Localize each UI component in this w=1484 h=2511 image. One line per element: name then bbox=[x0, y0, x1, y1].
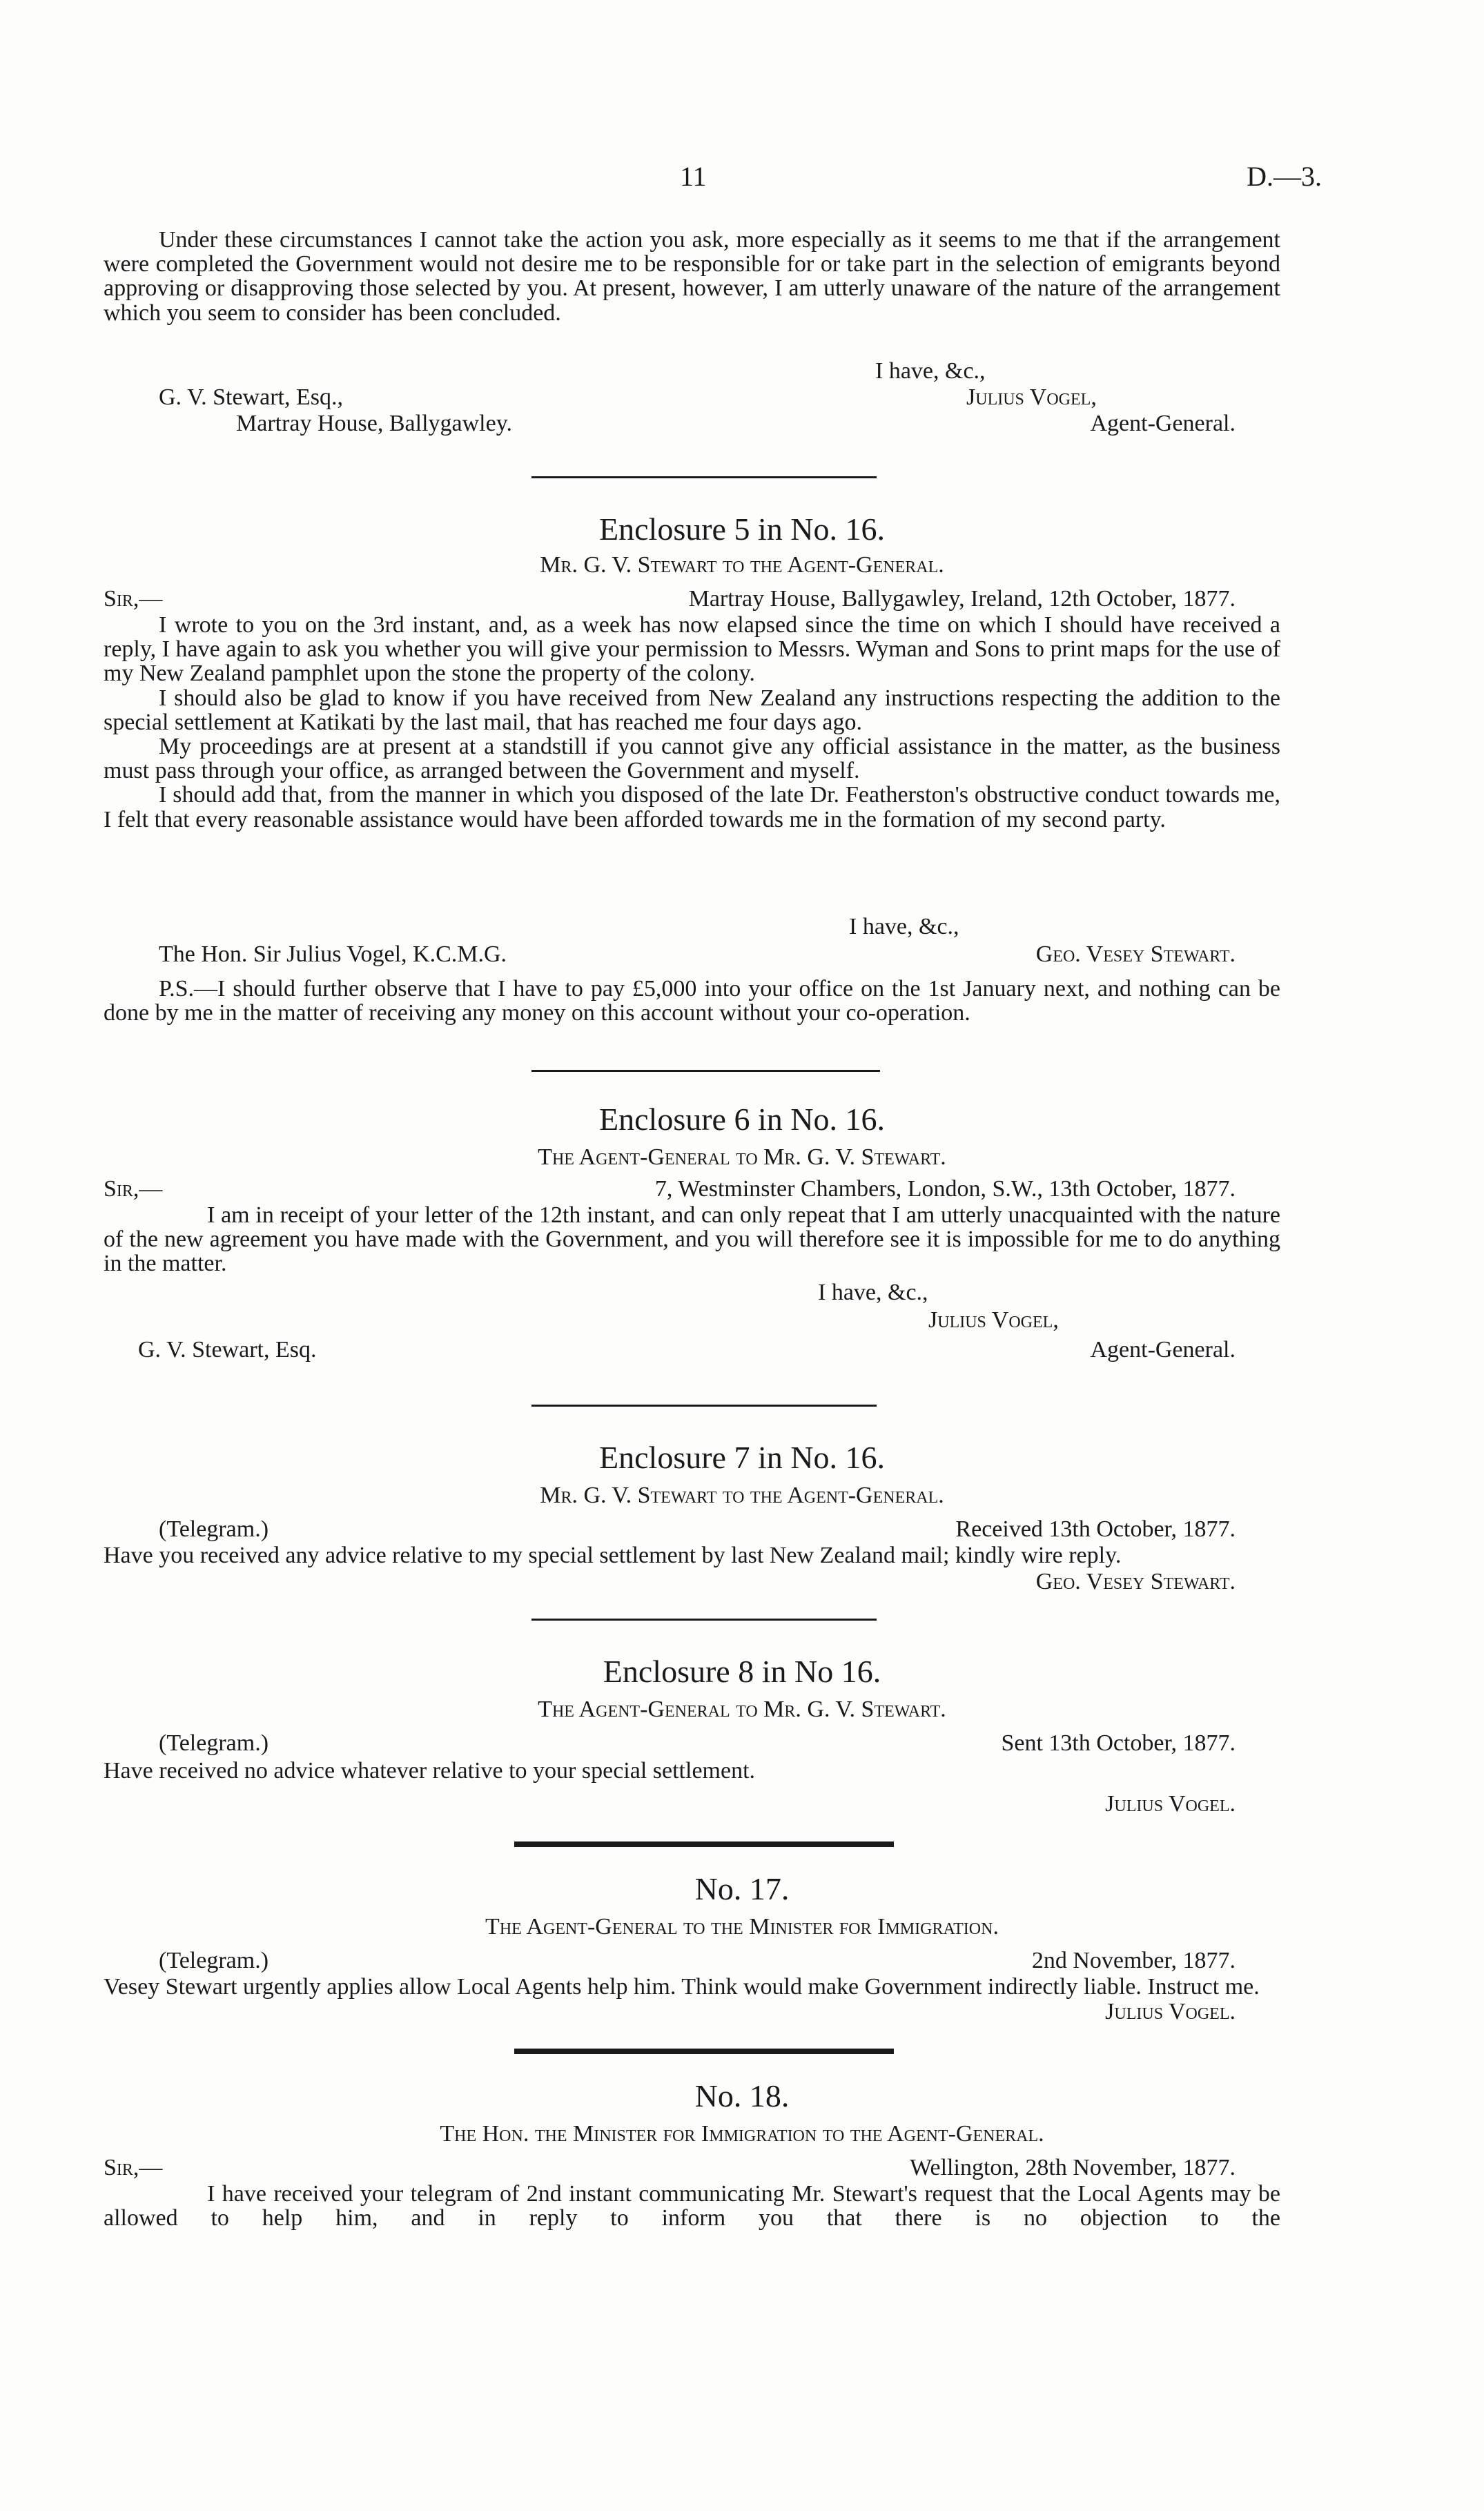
enclosure-5-date: Martray House, Ballygawley, Ireland, 12th October, 1877. bbox=[688, 586, 1236, 612]
enclosure-8-body: Have received no advice whatever relative to your special settlement. bbox=[104, 1758, 756, 1784]
enclosure-6-closing: I have, &c., bbox=[818, 1280, 928, 1305]
section-divider bbox=[531, 1405, 877, 1407]
enclosure-5-closing: I have, &c., bbox=[849, 914, 959, 939]
no-17-telegram-label: (Telegram.) bbox=[159, 1948, 269, 1973]
enclosure-5-paragraph-2: I should also be glad to know if you have received from New Zealand any instructions respecting the addition to the special settlement at Katikati by the last mail, that has reached me four days ago. bbox=[104, 685, 1280, 735]
enclosure-5-paragraph-4: I should add that, from the manner in which you disposed of the late Dr. Featherston's obstructive conduct towards me, I felt that every reasonable assistance would have been afforded towards me in the formation of my second party. bbox=[104, 782, 1280, 832]
intro-paragraph: Under these circumstances I cannot take the action you ask, more especially as it seems to me that if the arrangement were completed the Government would not desire me to be responsible for or take part in the selection of emigrants beyond approving or disapproving those selected by you. At present, however, I am utterly unaware of the nature of the arrangement which you seem to consider has been concluded. bbox=[104, 227, 1280, 326]
section-divider-thick bbox=[514, 1841, 894, 1847]
enclosure-5-paragraph-1: I wrote to you on the 3rd instant, and, as a week has now elapsed since the time on which I should have received a reply, I have again to ask you whether you will give your permission to Messrs. Wyman and Sons to print maps for the use of my New Zealand pamphlet upon the stone the property of the colony. bbox=[104, 612, 1280, 687]
document-reference: D.—3. bbox=[1247, 161, 1322, 192]
no-17-body: Vesey Stewart urgently applies allow Local Agents help him. Think would make Government indirectly liable. Instruct me. bbox=[104, 1974, 1260, 2000]
no-18-subheading: The Hon. the Minister for Immigration to the Agent-General. bbox=[440, 2121, 1044, 2147]
section-divider-thick bbox=[514, 2049, 894, 2054]
enclosure-6-body: I am in receipt of your letter of the 12th instant, and can only repeat that I am utterly unacquainted with the nature of the new agreement you have made with the Government, and you will therefore see it is impossible for me to do anything in the matter. bbox=[104, 1202, 1280, 1277]
no-18-salutation: Sir,— bbox=[104, 2155, 163, 2180]
enclosure-5-addressee: The Hon. Sir Julius Vogel, K.C.M.G. bbox=[159, 941, 507, 967]
enclosure-6-addressee: G. V. Stewart, Esq. bbox=[138, 1337, 317, 1362]
enclosure-6-heading: Enclosure 6 in No. 16. bbox=[599, 1102, 885, 1137]
enclosure-7-heading: Enclosure 7 in No. 16. bbox=[599, 1440, 885, 1475]
intro-closing: I have, &c., bbox=[875, 358, 986, 384]
enclosure-8-subheading: The Agent-General to Mr. G. V. Stewart. bbox=[538, 1697, 946, 1722]
no-17-heading: No. 17. bbox=[694, 1871, 790, 1906]
enclosure-6-signature: Julius Vogel, bbox=[928, 1307, 1059, 1333]
no-17-subheading: The Agent-General to the Minister for Immigration. bbox=[485, 1914, 999, 1940]
enclosure-8-signature: Julius Vogel. bbox=[1105, 1791, 1236, 1817]
intro-signature: Julius Vogel, bbox=[966, 384, 1097, 410]
enclosure-5-salutation: Sir,— bbox=[104, 586, 163, 612]
enclosure-7-telegram-label: (Telegram.) bbox=[159, 1516, 269, 1542]
section-divider bbox=[531, 1619, 877, 1621]
enclosure-8-heading: Enclosure 8 in No 16. bbox=[603, 1654, 881, 1689]
enclosure-6-subheading: The Agent-General to Mr. G. V. Stewart. bbox=[538, 1144, 946, 1170]
enclosure-7-body: Have you received any advice relative to my special settlement by last New Zealand mail; kindly wire reply. bbox=[104, 1543, 1122, 1568]
enclosure-8-telegram-label: (Telegram.) bbox=[159, 1730, 269, 1756]
no-18-body: I have received your telegram of 2nd instant communicating Mr. Stewart's request that the Local Agents may be allowed to help him, and in reply to inform you that there is no objection to the bbox=[104, 2181, 1280, 2231]
no-18-heading: No. 18. bbox=[694, 2078, 790, 2113]
intro-address: Martray House, Ballygawley. bbox=[236, 411, 513, 436]
no-17-signature: Julius Vogel. bbox=[1105, 1999, 1236, 2024]
enclosure-6-title: Agent-General. bbox=[1090, 1337, 1236, 1362]
section-divider bbox=[531, 476, 877, 478]
page-number: 11 bbox=[680, 161, 707, 192]
intro-title: Agent-General. bbox=[1090, 411, 1236, 436]
enclosure-5-subheading: Mr. G. V. Stewart to the Agent-General. bbox=[540, 552, 944, 578]
enclosure-5-signature: Geo. Vesey Stewart. bbox=[1035, 941, 1236, 967]
enclosure-7-subheading: Mr. G. V. Stewart to the Agent-General. bbox=[540, 1483, 944, 1508]
enclosure-5-body bbox=[104, 613, 1280, 832]
intro-addressee: G. V. Stewart, Esq., bbox=[159, 384, 343, 410]
enclosure-7-signature: Geo. Vesey Stewart. bbox=[1035, 1569, 1236, 1594]
enclosure-5-heading: Enclosure 5 in No. 16. bbox=[599, 511, 885, 547]
enclosure-5-paragraph-3: My proceedings are at present at a standstill if you cannot give any official assistance in the matter, as the business must pass through your office, as arranged between the Government and myself. bbox=[104, 734, 1280, 784]
no-18-date: Wellington, 28th November, 1877. bbox=[910, 2155, 1236, 2180]
enclosure-6-date: 7, Westminster Chambers, London, S.W., 13th October, 1877. bbox=[654, 1176, 1236, 1202]
enclosure-7-date: Received 13th October, 1877. bbox=[955, 1516, 1236, 1542]
enclosure-8-date: Sent 13th October, 1877. bbox=[1001, 1730, 1236, 1756]
section-divider bbox=[531, 1070, 880, 1072]
no-17-date: 2nd November, 1877. bbox=[1031, 1948, 1236, 1973]
enclosure-6-salutation: Sir,— bbox=[104, 1176, 163, 1202]
enclosure-5-postscript: P.S.—I should further observe that I have to pay £5,000 into your office on the 1st January next, and nothing can be done by me in the matter of receiving any money on this account without your co-operation. bbox=[104, 976, 1280, 1026]
